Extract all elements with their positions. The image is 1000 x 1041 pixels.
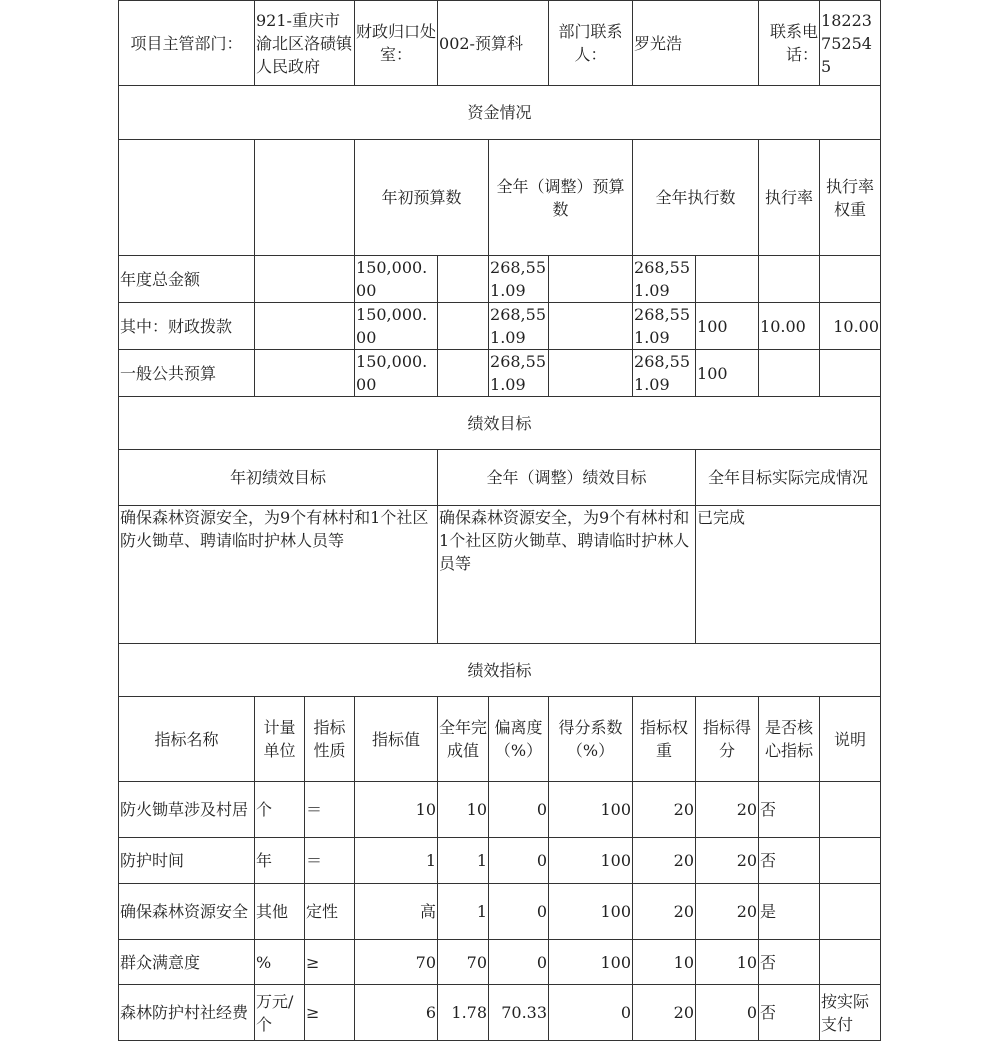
phone-label: 联系电话：: [759, 1, 820, 86]
ind-coef: 100: [549, 940, 633, 985]
ind-actual: 1.78: [438, 985, 489, 1041]
dept-value: 921-重庆市渝北区洛碛镇人民政府: [255, 1, 355, 86]
funds-row: [119, 256, 881, 303]
funds-header-weight: 执行率权重: [820, 140, 881, 256]
ind-weight: 10: [633, 940, 696, 985]
funds-weight: 10.00: [759, 303, 820, 350]
funds-adjusted: 268,551.09: [489, 256, 549, 303]
ind-actual: 1: [438, 838, 489, 884]
ind-name: 防火锄草涉及村居: [119, 782, 255, 838]
funds-row-label: 其中：财政拨款: [119, 303, 255, 350]
goals-header-row: [119, 450, 881, 506]
ind-name: 防护时间: [119, 838, 255, 884]
contact-value: 罗光浩: [633, 1, 759, 86]
ind-unit: 个: [255, 782, 305, 838]
ind-name: 森林防护村社经费: [119, 985, 255, 1041]
ind-note: [820, 838, 881, 884]
goals-adjusted: 确保森林资源安全，为9个有林村和1个社区防火锄草、聘请临时护林人员等: [438, 506, 696, 644]
ind-core: 否: [759, 838, 820, 884]
funds-initial: 150,000.00: [355, 303, 438, 350]
ind-coef: 0: [549, 985, 633, 1041]
ind-core: 否: [759, 985, 820, 1041]
funds-initial: 150,000.00: [355, 350, 438, 397]
ind-coef: 100: [549, 884, 633, 940]
finance-value: 002-预算科: [438, 1, 549, 86]
ind-name: 群众满意度: [119, 940, 255, 985]
funds-score: 10.00: [820, 303, 881, 350]
ind-weight: 20: [633, 985, 696, 1041]
ind-weight: 20: [633, 782, 696, 838]
goals-initial: 确保森林资源安全，为9个有林村和1个社区防火锄草、聘请临时护林人员等: [119, 506, 438, 644]
ind-nature: ≥: [305, 940, 355, 985]
ind-header-name: 指标名称: [119, 697, 255, 782]
ind-header-value: 指标值: [355, 697, 438, 782]
ind-note: 按实际支付: [820, 985, 881, 1041]
ind-header-score: 指标得分: [696, 697, 759, 782]
ind-nature: ＝: [305, 838, 355, 884]
ind-value: 1: [355, 838, 438, 884]
ind-header-core: 是否核心指标: [759, 697, 820, 782]
ind-header-unit: 计量单位: [255, 697, 305, 782]
funds-executed: 268,551.09: [633, 350, 696, 397]
phone-value: 18223752545: [820, 1, 881, 86]
funds-initial: 150,000.00: [355, 256, 438, 303]
ind-header-nature: 指标性质: [305, 697, 355, 782]
ind-note: [820, 782, 881, 838]
indicators-section-title: 绩效指标: [119, 644, 881, 697]
indicator-row: [119, 985, 881, 1041]
ind-weight: 20: [633, 884, 696, 940]
funds-header-executed: 全年执行数: [633, 140, 759, 256]
ind-core: 否: [759, 782, 820, 838]
funds-section-title: 资金情况: [119, 86, 881, 140]
ind-nature: 定性: [305, 884, 355, 940]
ind-score: 20: [696, 782, 759, 838]
indicator-row: [119, 838, 881, 884]
ind-value: 70: [355, 940, 438, 985]
goals-content-row: [119, 506, 881, 644]
funds-header-adjusted: 全年（调整）预算数: [489, 140, 633, 256]
ind-score: 0: [696, 985, 759, 1041]
funds-row-label: 年度总金额: [119, 256, 255, 303]
ind-actual: 70: [438, 940, 489, 985]
ind-header-deviation: 偏离度（%）: [489, 697, 549, 782]
ind-name: 确保森林资源安全: [119, 884, 255, 940]
funds-row: [119, 350, 881, 397]
performance-table: [118, 0, 881, 1041]
funds-rate: 100: [696, 350, 759, 397]
funds-executed: 268,551.09: [633, 256, 696, 303]
header-row: [119, 1, 881, 86]
ind-actual: 1: [438, 884, 489, 940]
dept-label: 项目主管部门：: [119, 1, 255, 86]
indicators-header-row: [119, 697, 881, 782]
ind-header-actual: 全年完成值: [438, 697, 489, 782]
funds-adjusted: 268,551.09: [489, 350, 549, 397]
indicator-row: [119, 782, 881, 838]
ind-value: 6: [355, 985, 438, 1041]
ind-header-note: 说明: [820, 697, 881, 782]
goals-header-actual: 全年目标实际完成情况: [696, 450, 881, 506]
contact-label: 部门联系人：: [549, 1, 633, 86]
ind-unit: 其他: [255, 884, 305, 940]
funds-header-initial: 年初预算数: [355, 140, 489, 256]
ind-score: 20: [696, 838, 759, 884]
funds-weight: [759, 256, 820, 303]
goals-header-adjusted: 全年（调整）绩效目标: [438, 450, 696, 506]
funds-header-blank: [119, 140, 255, 256]
ind-deviation: 0: [489, 884, 549, 940]
ind-actual: 10: [438, 782, 489, 838]
ind-unit: 万元/个: [255, 985, 305, 1041]
funds-adjusted: 268,551.09: [489, 303, 549, 350]
funds-rate: 100: [696, 303, 759, 350]
ind-note: [820, 940, 881, 985]
ind-value: 10: [355, 782, 438, 838]
funds-executed: 268,551.09: [633, 303, 696, 350]
ind-core: 是: [759, 884, 820, 940]
funds-header-rate: 执行率: [759, 140, 820, 256]
ind-value: 高: [355, 884, 438, 940]
ind-score: 20: [696, 884, 759, 940]
ind-coef: 100: [549, 782, 633, 838]
ind-nature: ＝: [305, 782, 355, 838]
funds-header-row: [119, 140, 881, 256]
ind-deviation: 0: [489, 838, 549, 884]
funds-score: [820, 350, 881, 397]
ind-weight: 20: [633, 838, 696, 884]
finance-label: 财政归口处室：: [355, 1, 438, 86]
ind-unit: %: [255, 940, 305, 985]
goals-actual: 已完成: [696, 506, 881, 644]
funds-rate: [696, 256, 759, 303]
funds-row-label: 一般公共预算: [119, 350, 255, 397]
ind-coef: 100: [549, 838, 633, 884]
funds-row: [119, 303, 881, 350]
ind-deviation: 70.33: [489, 985, 549, 1041]
ind-nature: ≥: [305, 985, 355, 1041]
goals-header-initial: 年初绩效目标: [119, 450, 438, 506]
ind-unit: 年: [255, 838, 305, 884]
ind-header-weight: 指标权重: [633, 697, 696, 782]
ind-deviation: 0: [489, 782, 549, 838]
funds-weight: [759, 350, 820, 397]
indicator-row: [119, 884, 881, 940]
ind-header-coef: 得分系数（%）: [549, 697, 633, 782]
ind-core: 否: [759, 940, 820, 985]
ind-deviation: 0: [489, 940, 549, 985]
ind-score: 10: [696, 940, 759, 985]
funds-header-blank: [255, 140, 355, 256]
goals-section-title: 绩效目标: [119, 397, 881, 450]
ind-note: [820, 884, 881, 940]
funds-score: [820, 256, 881, 303]
indicator-row: [119, 940, 881, 985]
